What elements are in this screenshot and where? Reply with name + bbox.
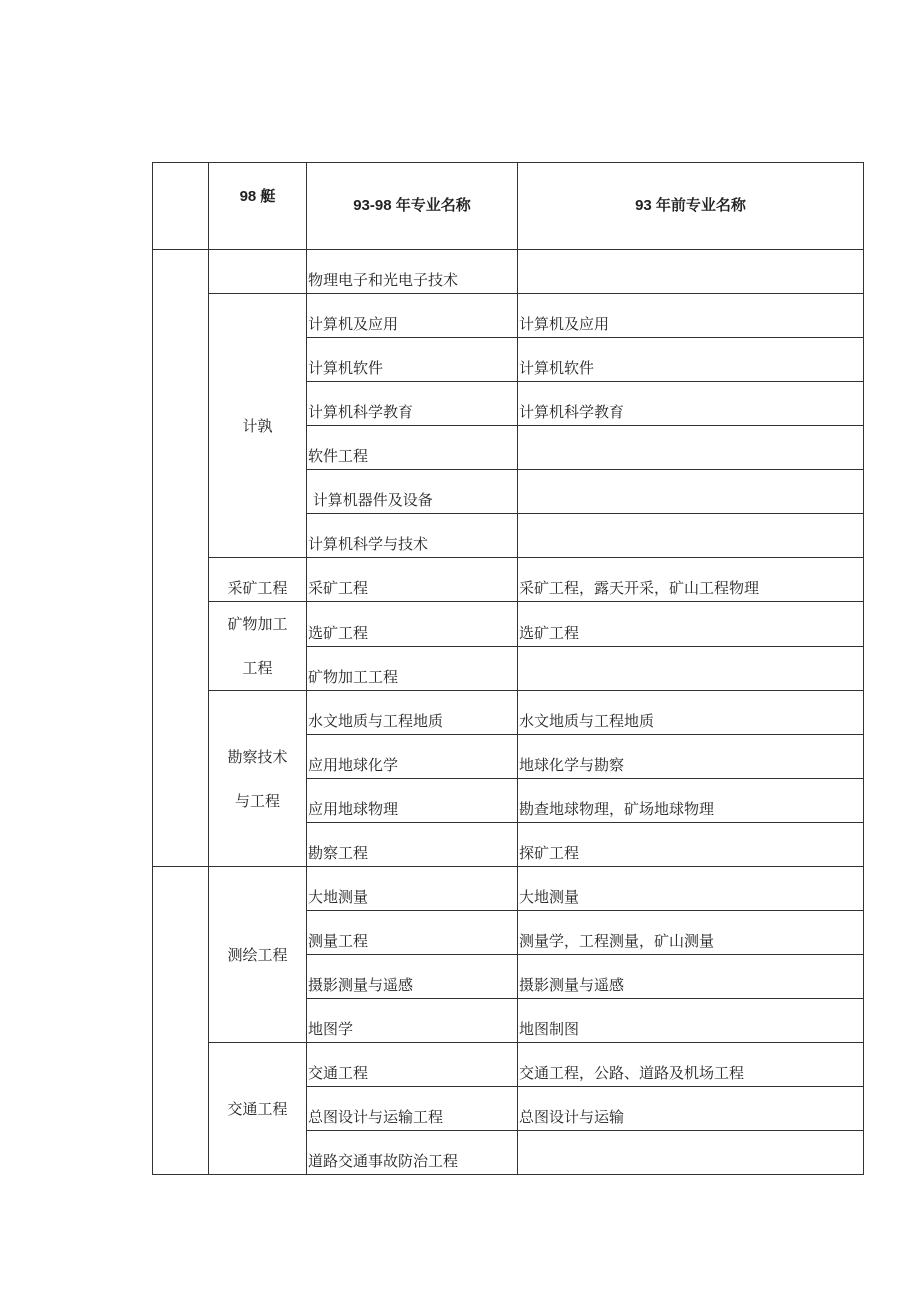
group-cell-computer: 计孰 [209, 294, 307, 558]
major-name-pre-93: 采矿工程，露天开采，矿山工程物理 [518, 558, 864, 602]
major-name-93-98: 选矿工程 [307, 602, 518, 647]
major-name-93-98: 矿物加工工程 [307, 646, 518, 691]
group-cell-mineral-processing: 矿物加工 工程 [209, 602, 307, 691]
major-name-pre-93 [518, 514, 864, 558]
major-name-93-98: 计算机器件及设备 [307, 470, 518, 514]
table-row [153, 558, 864, 602]
table-row [153, 294, 864, 338]
group-cell-traffic: 交通工程 [209, 1043, 307, 1175]
major-name-pre-93: 水文地质与工程地质 [518, 691, 864, 735]
major-name-93-98: 应用地球物理 [307, 779, 518, 823]
major-name-93-98: 总图设计与运输工程 [307, 1087, 518, 1131]
table-row [153, 250, 864, 294]
table-header-row [153, 163, 864, 250]
major-name-93-98: 采矿工程 [307, 558, 518, 602]
major-name-pre-93: 总图设计与运输 [518, 1087, 864, 1131]
major-name-93-98: 计算机及应用 [307, 294, 518, 338]
major-name-93-98: 软件工程 [307, 426, 518, 470]
major-name-93-98: 应用地球化学 [307, 735, 518, 779]
table-row [153, 691, 864, 735]
major-name-pre-93: 地图制图 [518, 999, 864, 1043]
major-name-pre-93 [518, 646, 864, 691]
major-name-93-98: 计算机科学教育 [307, 382, 518, 426]
major-name-pre-93: 勘查地球物理，矿场地球物理 [518, 779, 864, 823]
major-name-pre-93: 探矿工程 [518, 823, 864, 867]
major-name-pre-93: 计算机科学教育 [518, 382, 864, 426]
header-cell-blank [153, 163, 209, 250]
major-name-pre-93 [518, 250, 864, 294]
major-name-93-98: 地图学 [307, 999, 518, 1043]
major-name-pre-93: 测量学，工程测量，矿山测量 [518, 911, 864, 955]
major-comparison-table [152, 162, 864, 1175]
major-name-pre-93 [518, 426, 864, 470]
major-name-93-98: 测量工程 [307, 911, 518, 955]
major-name-pre-93: 大地测量 [518, 867, 864, 911]
major-name-93-98: 计算机软件 [307, 338, 518, 382]
major-name-93-98: 计算机科学与技术 [307, 514, 518, 558]
category-cell-1 [153, 250, 209, 867]
major-name-pre-93 [518, 470, 864, 514]
table-row [153, 602, 864, 647]
table-row [153, 867, 864, 911]
major-name-pre-93: 计算机及应用 [518, 294, 864, 338]
group-cell-empty [209, 250, 307, 294]
major-name-93-98: 交通工程 [307, 1043, 518, 1087]
major-name-93-98: 勘察工程 [307, 823, 518, 867]
major-name-93-98: 摄影测量与遥感 [307, 955, 518, 999]
header-cell-98: 98 艇 [209, 163, 307, 250]
table-row [153, 1043, 864, 1087]
major-name-pre-93: 选矿工程 [518, 602, 864, 647]
major-name-pre-93: 计算机软件 [518, 338, 864, 382]
major-name-pre-93: 地球化学与勘察 [518, 735, 864, 779]
group-cell-mapping: 测绘工程 [209, 867, 307, 1043]
major-name-93-98: 道路交通事故防治工程 [307, 1131, 518, 1175]
group-cell-mining: 采矿工程 [209, 558, 307, 602]
major-name-pre-93: 交通工程，公路、道路及机场工程 [518, 1043, 864, 1087]
major-name-93-98: 大地测量 [307, 867, 518, 911]
major-name-pre-93: 摄影测量与遥感 [518, 955, 864, 999]
group-cell-survey-tech: 勘察技术 与工程 [209, 691, 307, 867]
major-name-93-98: 水文地质与工程地质 [307, 691, 518, 735]
major-name-93-98: 物理电子和光电子技术 [307, 250, 518, 294]
major-name-pre-93 [518, 1131, 864, 1175]
header-cell-93-98: 93-98 年专业名称 [307, 163, 518, 250]
category-cell-2 [153, 867, 209, 1175]
header-cell-pre-93: 93 年前专业名称 [518, 163, 864, 250]
